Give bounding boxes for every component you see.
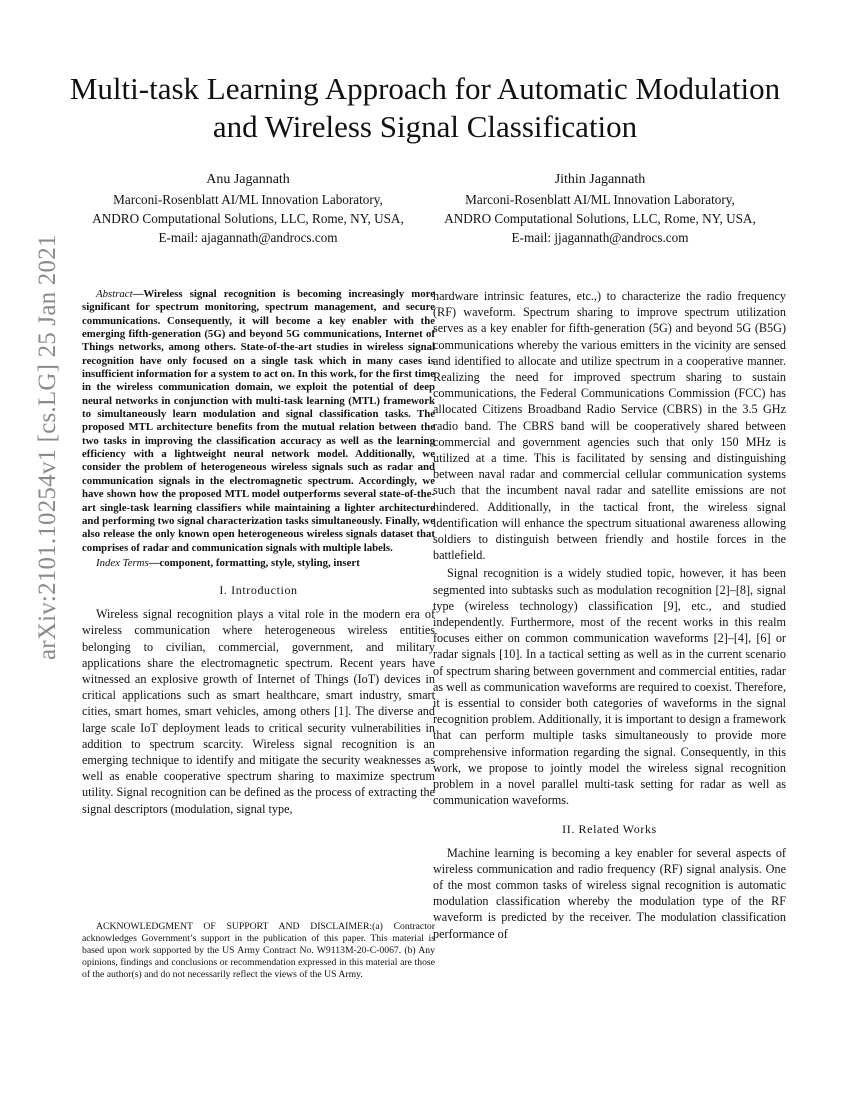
author-block-2	[420, 170, 780, 247]
author-email: E-mail: jjagannath@androcs.com	[511, 230, 689, 245]
index-terms	[82, 557, 435, 570]
body-paragraph: Machine learning is becoming a key enabler for several aspects of wireless communication and radio frequency (RF) signal analysis. One of the most common tasks of wireless signal recognition is automatic modulation classification whereby the modulation type of the RF waveform is predicted by the receiver. The modulation classification performance of	[433, 845, 786, 941]
acknowledgment-footnote	[82, 921, 435, 981]
author-block-1	[68, 170, 428, 247]
author-affiliation: ANDRO Computational Solutions, LLC, Rome, NY, USA,	[92, 211, 404, 226]
section-heading-introduction: I. Introduction	[219, 583, 298, 598]
section-heading-related-works: II. Related Works	[562, 821, 657, 836]
index-terms-label: Index Terms	[96, 556, 149, 569]
index-terms-text: —component, formatting, style, styling, insert	[148, 556, 360, 569]
abstract-label: Abstract	[96, 288, 133, 300]
footnote-text: ACKNOWLEDGMENT OF SUPPORT AND DISCLAIMER:(a) Contractor acknowledges Government’s support in the publication of this paper. This material is based upon work supported by the US Army Contract No. W9113M-20-C-0067. (b) Any opinions, findings and conclusions or recommendation expressed in this material are those of the author(s) and do not necessarily reflect the views of the US Army.	[82, 921, 435, 981]
body-paragraph: Signal recognition is a widely studied topic, however, it has been segmented into subtasks such as modulation recognition [2]–[8], signal type (wireless technology) classification [9], etc., and studied independently. Furthermore, most of the recent works in this realm focuses either on common communication waveforms [2]–[4], [6] or radar signals [10]. In a tactical setting as well as in the current scenario of spectrum sharing between government and commercial entities, radar as well as communication waveforms are required to coexist. Therefore, it is essential to consider both categories of waveforms in the signal recognition problem. Additionally, it is important to design a framework that can perform multiple tasks simultaneously to provide more comprehensive information regarding the signal. Consequently, in this work, we propose to jointly model the wireless signal recognition problem in a novel parallel multi-task setting for radar as well as communication waveforms.	[433, 566, 786, 808]
paper-title: Multi-task Learning Approach for Automatic Modulation and Wireless Signal Classification	[69, 71, 781, 144]
body-paragraph: Wireless signal recognition plays a vital role in the modern era of wireless communication where heterogeneous wireless entities belonging to civilian, commercial, government, and military applications share the electromagnetic spectrum. Recent years have witnessed an explosive growth of Internet of Things (IoT) devices in critical applications such as smart healthcare, smart industry, smart cities, smart homes, smart vehicles, among others [1]. The diverse and large scale IoT deployment leads to critical security vulnerabilities in addition to spectrum scarcity. Wireless signal recognition is an emerging technique to identify and mitigate the security weaknesses as well as enable cooperative spectrum sharing to maximize spectrum utility. Signal recognition can be defined as the process of extracting the signal descriptors (modulation, signal type,	[82, 607, 435, 816]
author-name: Anu Jagannath	[206, 172, 290, 187]
author-affiliation: Marconi-Rosenblatt AI/ML Innovation Laboratory,	[113, 192, 383, 207]
author-affiliation: Marconi-Rosenblatt AI/ML Innovation Laboratory,	[465, 192, 735, 207]
right-column	[433, 288, 786, 944]
author-affiliation: ANDRO Computational Solutions, LLC, Rome, NY, USA,	[444, 211, 756, 226]
author-name: Jithin Jagannath	[554, 172, 646, 187]
abstract	[82, 288, 435, 555]
arxiv-identifier-text: arXiv:2101.10254v1 [cs.LG] 25 Jan 2021	[34, 234, 61, 660]
body-paragraph-continued: hardware intrinsic features, etc.,) to characterize the radio frequency (RF) waveform. Spectrum sharing to improve spectrum utilization serves as a key enabler for fifth-generation (5G) and beyond 5G (B5G) communications whereby the various emitters in the vicinity are sensed and identified to allocate and utilize spectrum in a cooperative manner. Realizing the need for improved spectrum sharing to sustain communications, the Federal Communications Commission (FCC) has allocated Citizens Broadband Radio Service (CBRS) in the 3.5 GHz radio band. The CBRS band will be cooperatively shared between commercial and government agencies such that only 150 MHz is utilized at a time. This is facilitated by sensing and distinguishing between naval radar and commercial cellular communication systems such that the incumbent naval radar and satellite emissions are not hindered. Additionally, in the tactical front, the wireless signal identification will enhance the spectrum situational awareness allowing soldiers to distinguish between friendly and hostile forces in the battlefield.	[433, 289, 786, 563]
author-email: E-mail: ajagannath@androcs.com	[158, 230, 338, 245]
left-column	[82, 288, 435, 819]
abstract-text: —Wireless signal recognition is becoming increasingly more significant for spectrum monitoring, spectrum management, and secure communications. Consequently, it will become a key enabler with the emerging fifth-generation (5G) and beyond 5G communications, Internet of Things networks, among others. State-of-the-art studies in wireless signal recognition have only focused on a single task which in many cases is insufficient information for a system to act on. In this work, for the first time in the wireless communication domain, we exploit the potential of deep neural networks in conjunction with multi-task learning (MTL) framework to simultaneously learn modulation and signal classification tasks. The proposed MTL architecture benefits from the mutual relation between the two tasks in improving the classification accuracy as well as the learning efficiency with a lightweight neural network model. Additionally, we consider the problem of heterogeneous wireless signals such as radar and communication signals in the electromagnetic spectrum. Accordingly, we have shown how the proposed MTL model outperforms several state-of-the-art single-task learning classifiers while maintaining a lighter architecture and performing two signal characterization tasks simultaneously. Finally, we also release the only known open heterogeneous wireless signals dataset that comprises of radar and communication signals with multiple labels.	[82, 288, 435, 554]
